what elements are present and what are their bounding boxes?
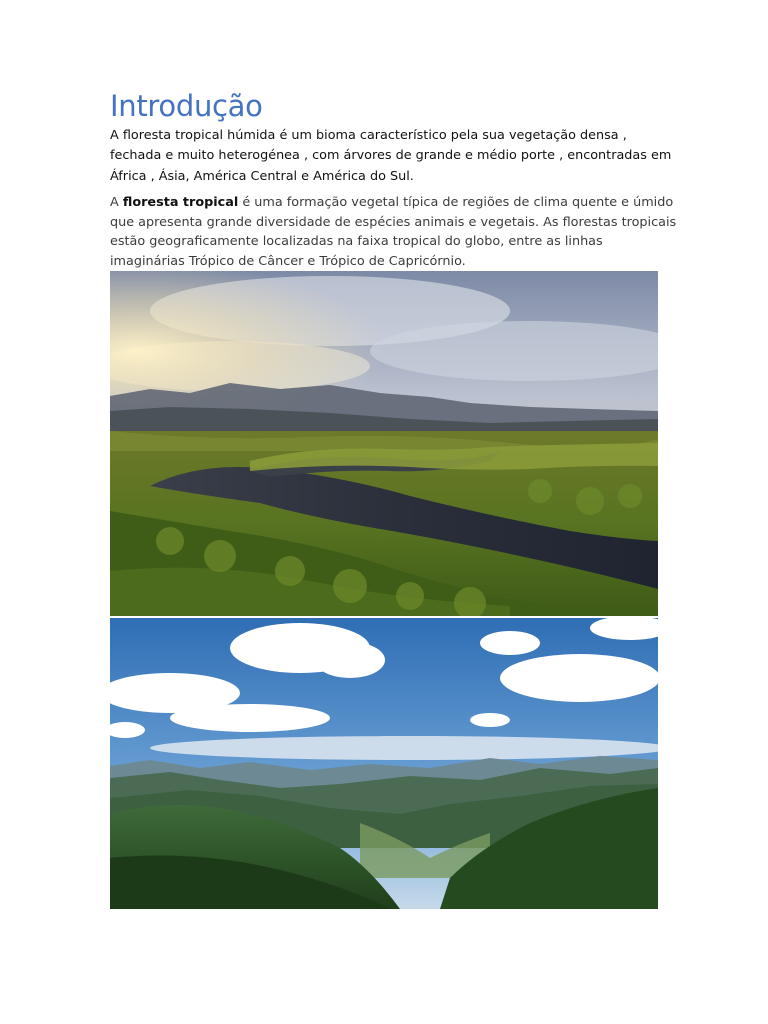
rainforest-river-photo — [110, 271, 658, 616]
paragraph-line: África , Ásia, América Central e América do Sul. — [110, 168, 414, 184]
paragraph-line-rest: é uma formação vegetal típica de regiões de clima quente e úmido — [238, 195, 674, 210]
paragraph-line: fechada e muito heterogénea , com árvores de grande e médio porte , encontradas em — [110, 148, 672, 164]
paragraph-line — [110, 193, 674, 213]
intro-paragraph — [110, 126, 672, 187]
page-title: Introdução — [110, 89, 263, 123]
definition-paragraph — [110, 193, 677, 271]
paragraph-lead: A — [110, 195, 123, 210]
forested-mountains-photo — [110, 618, 658, 909]
paragraph-line: A floresta tropical húmida é um bioma característico pela sua vegetação densa , — [110, 128, 627, 143]
bold-term: floresta tropical — [122, 195, 239, 210]
paragraph-line: imaginárias Trópico de Câncer e Trópico de Capricórnio. — [110, 253, 466, 269]
paragraph-line: que apresenta grande diversidade de espécies animais e vegetais. As florestas tropicais — [110, 214, 677, 230]
paragraph-line: estão geograficamente localizadas na faixa tropical do globo, entre as linhas — [110, 234, 603, 250]
